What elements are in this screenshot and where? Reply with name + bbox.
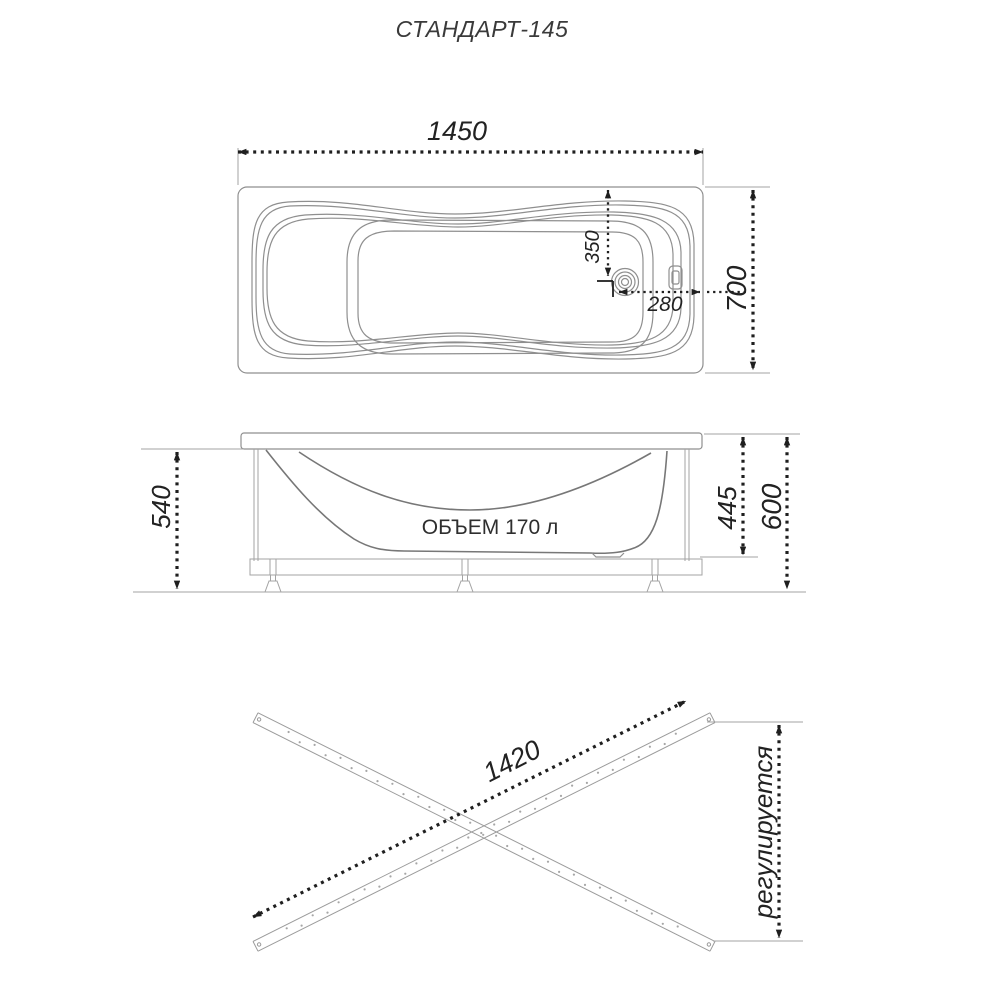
rail-hole-dot — [662, 923, 664, 925]
rail-hole-dot — [338, 901, 340, 903]
rail-hole-dot — [651, 912, 653, 914]
rail-hole-dot — [521, 848, 523, 850]
dim-label-700: 700 — [721, 265, 752, 313]
dim-label-540: 540 — [146, 485, 176, 529]
rail-b — [253, 713, 715, 951]
rail-hole-dot — [482, 834, 484, 836]
dim-label-350: 350 — [582, 230, 604, 264]
rail-hole-dot — [467, 836, 469, 838]
rail-hole-dot — [560, 795, 562, 797]
rail-hole-dot — [389, 875, 391, 877]
rail-hole-dot — [599, 887, 601, 889]
rail-hole-dot — [664, 743, 666, 745]
rail-hole-dot — [573, 874, 575, 876]
rail-hole-dot — [288, 731, 290, 733]
rail-hole-dot — [299, 741, 301, 743]
rail-hole-dot — [623, 759, 625, 761]
dim-label-600: 600 — [756, 483, 787, 531]
rail-hole-dot — [586, 782, 588, 784]
rim-edge-profile — [241, 433, 702, 449]
rail-hole-dot — [495, 835, 497, 837]
rail-hole-dot — [325, 754, 327, 756]
rail-hole-dot — [558, 871, 560, 873]
rail-hole-dot — [493, 823, 495, 825]
rail-hole-dot — [312, 914, 314, 916]
rail-hole-dot — [469, 822, 471, 824]
dimension-rail-1420 — [253, 701, 686, 917]
dim-label-1450: 1450 — [426, 116, 488, 146]
rail-hole-dot — [532, 858, 534, 860]
dim-label-adjustable: регулируется — [748, 745, 778, 919]
rail-hole-dot — [351, 767, 353, 769]
rail-hole-dot — [571, 785, 573, 787]
rail-hole-dot — [286, 927, 288, 929]
dim-label-280: 280 — [647, 293, 683, 316]
rim-contour-inner — [256, 205, 690, 355]
bathtub-top-view — [238, 116, 770, 373]
rail-hole-dot — [480, 832, 482, 834]
rail-hole-dot — [391, 783, 393, 785]
rail-hole-dot — [443, 809, 445, 811]
rail-hole-dot — [625, 900, 627, 902]
rail-hole-dot — [402, 793, 404, 795]
dimension-width-700 — [705, 187, 770, 373]
rail-hole-dot — [301, 925, 303, 927]
rail-hole-dot — [534, 808, 536, 810]
rail-hole-dot — [378, 886, 380, 888]
rail-hole-dot — [339, 757, 341, 759]
rail-hole-dot — [428, 806, 430, 808]
rail-hole-dot — [506, 845, 508, 847]
rail-hole-dot — [352, 899, 354, 901]
rail-hole-dot — [675, 733, 677, 735]
volume-label: ОБЪЕМ 170 л — [421, 516, 559, 539]
waterline-curve — [299, 452, 651, 510]
dim-label-445: 445 — [712, 486, 742, 530]
rail-hole-dot — [547, 861, 549, 863]
rail-hole-dot — [649, 746, 651, 748]
rail-hole-dot — [519, 811, 521, 813]
rail-hole-dot — [365, 770, 367, 772]
drain — [612, 269, 639, 296]
bathtub-side-view — [133, 433, 806, 592]
rail-hole-dot — [612, 769, 614, 771]
drawing-title: СТАНДАРТ-145 — [395, 16, 569, 42]
rail-hole-dot — [441, 849, 443, 851]
dimension-depth-445 — [700, 437, 758, 557]
rail-a — [253, 713, 715, 951]
rail-hole-dot — [677, 925, 679, 927]
overflow-fitting — [669, 266, 682, 289]
rail-hole-dot — [638, 756, 640, 758]
rail-hole-dot — [636, 910, 638, 912]
rail-hole-dot — [404, 873, 406, 875]
rail-hole-dot — [326, 912, 328, 914]
rail-hole-dot — [364, 888, 366, 890]
dimension-adjustable-height — [707, 722, 803, 941]
rail-hole-dot — [584, 884, 586, 886]
rail-hole-dot — [415, 862, 417, 864]
rail-hole-dot — [314, 744, 316, 746]
dimension-height-540 — [141, 449, 243, 589]
rail-hole-dot — [545, 798, 547, 800]
rail-hole-dot — [376, 780, 378, 782]
dimension-length-1450 — [238, 116, 703, 185]
rail-hole-dot — [430, 860, 432, 862]
rail-hole-dot — [417, 796, 419, 798]
rail-hole-dot — [597, 772, 599, 774]
rail-hole-dot — [454, 819, 456, 821]
support-rails-view — [253, 701, 803, 951]
rail-hole-dot — [610, 897, 612, 899]
rail-hole-dot — [456, 847, 458, 849]
dim-label-1420: 1420 — [478, 733, 546, 788]
support-frame — [250, 559, 702, 592]
rail-hole-dot — [508, 821, 510, 823]
